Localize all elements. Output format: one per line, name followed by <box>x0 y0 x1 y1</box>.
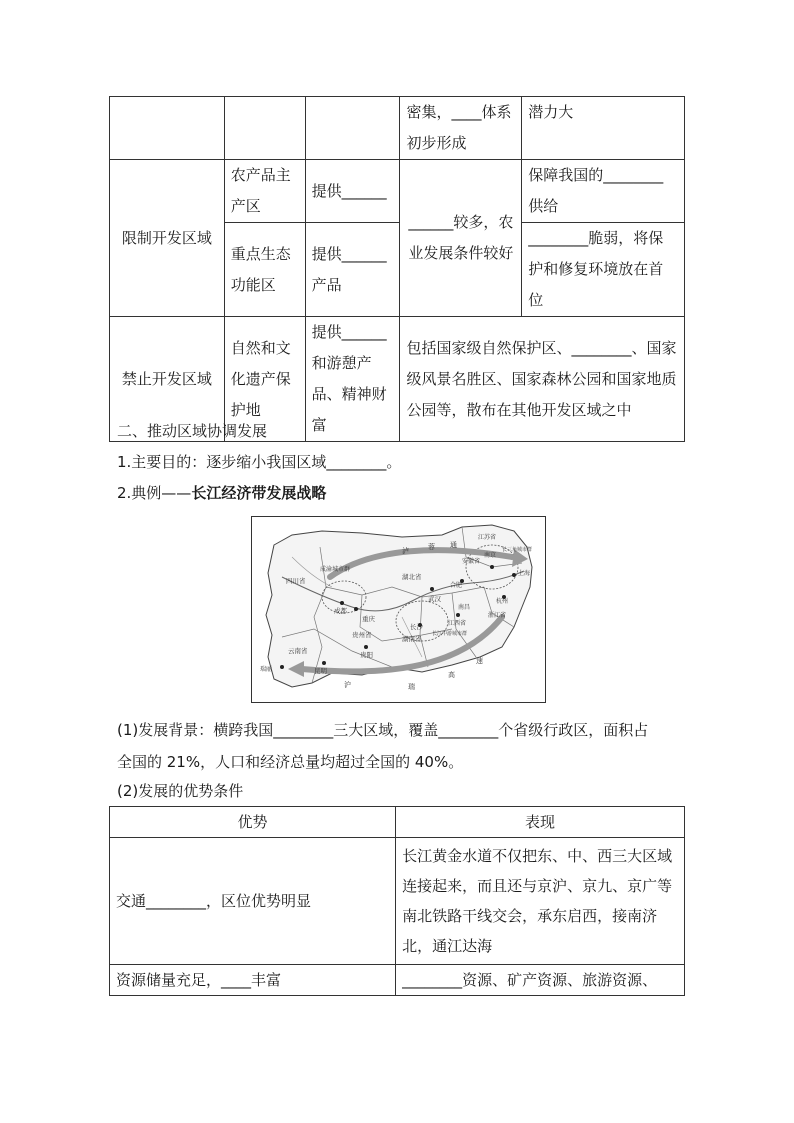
item-example-title: 长江经济带发展战略 <box>191 484 327 502</box>
map-label: 重庆 <box>362 615 375 623</box>
table-row <box>110 838 685 965</box>
map-label: 沪 <box>344 681 351 689</box>
map-label: 瑞丽 <box>260 666 273 673</box>
map-label: 江苏省 <box>478 534 497 541</box>
zone-note: ________脆弱，将保护和修复环境放在首位 <box>522 223 685 317</box>
map-label: 瑞 <box>408 683 415 691</box>
advantage-cell: 资源储量充足，____丰富 <box>110 965 396 996</box>
zone-type: 重点生态功能区 <box>224 223 305 317</box>
map-label: 上海 <box>518 570 531 577</box>
map-label: 通 <box>450 541 457 549</box>
table-cell <box>305 97 400 160</box>
zone-provide: 提供______和游憩产品、精神财富 <box>305 317 400 442</box>
section-title: 二、推动区域协调发展 <box>117 422 268 440</box>
item-purpose: 1.主要目的：逐步缩小我国区域________。 <box>117 453 402 471</box>
map-label: 四川省 <box>286 577 306 585</box>
development-zones-table <box>109 96 685 442</box>
map-label: 高 <box>448 671 455 679</box>
map-label: 长江中游城市群 <box>432 631 468 637</box>
table-header-row <box>110 807 685 838</box>
map-label: 长沙 <box>410 623 423 631</box>
column-header: 优势 <box>110 807 396 838</box>
map-graphic <box>252 517 545 702</box>
table-row <box>110 97 685 160</box>
map-label: 南昌 <box>458 604 471 611</box>
zone-description: 包括国家级自然保护区、________、国家级风景名胜区、国家森林公园和国家地质公园等，散布在其他开发区域之中 <box>400 317 685 442</box>
map-label: 昆明 <box>314 667 327 675</box>
table-cell: 潜力大 <box>522 97 685 160</box>
table-cell <box>110 97 225 160</box>
table-cell: 密集，____体系初步形成 <box>400 97 522 160</box>
map-label: 贵州省 <box>352 631 372 639</box>
advantage-cell: 交通________，区位优势明显 <box>110 838 396 965</box>
table-row <box>110 160 685 223</box>
map-label: 蓉 <box>428 543 435 551</box>
item-example <box>117 482 326 503</box>
map-label: 成都 <box>334 607 347 615</box>
yangtze-economic-belt-map <box>251 516 546 703</box>
zone-conditions: ______较多，农业发展条件较好 <box>400 160 522 317</box>
background-line1: (1)发展背景：横跨我国________三大区域，覆盖________个省级行政区，面积占 <box>117 721 649 739</box>
map-label: 长三角城市群 <box>502 547 533 553</box>
zone-provide: 提供______ <box>305 160 400 223</box>
map-label: 成渝城市群 <box>320 566 351 573</box>
map-label: 安徽省 <box>462 558 481 565</box>
map-label: 贵阳 <box>360 651 373 659</box>
item-example-prefix: 2.典例—— <box>117 484 192 502</box>
zone-name: 禁止开发区域 <box>110 317 225 442</box>
map-label: 速 <box>476 657 483 665</box>
zone-provide: 提供______产品 <box>305 223 400 317</box>
map-label: 南京 <box>484 552 497 559</box>
advantages-table <box>109 806 685 996</box>
map-label: 云南省 <box>288 647 308 655</box>
map-label: 湖南省 <box>402 635 422 643</box>
map-label: 泸 <box>402 547 409 555</box>
performance-cell: 长江黄金水道不仅把东、中、西三大区域连接起来，而且还与京沪、京九、京广等南北铁路干线交会，承东启西，接南济北，通江达海 <box>396 838 685 965</box>
column-header: 表现 <box>396 807 685 838</box>
advantages-title: (2)发展的优势条件 <box>117 782 244 800</box>
map-label: 武汉 <box>428 595 441 603</box>
map-label: 杭州 <box>496 598 509 605</box>
map-label: 合肥 <box>450 582 463 589</box>
table-cell <box>224 97 305 160</box>
map-label: 湖北省 <box>402 573 422 581</box>
zone-note: 保障我国的________供给 <box>522 160 685 223</box>
zone-name: 限制开发区域 <box>110 160 225 317</box>
map-label: 浙江省 <box>488 612 507 619</box>
zone-type: 自然和文化遗产保护地 <box>224 317 305 442</box>
performance-cell: ________资源、矿产资源、旅游资源、 <box>396 965 685 996</box>
map-label: 江西省 <box>448 620 467 627</box>
table-row <box>110 965 685 996</box>
zone-type: 农产品主产区 <box>224 160 305 223</box>
background-line2: 全国的 21%，人口和经济总量均超过全国的 40%。 <box>117 753 464 771</box>
